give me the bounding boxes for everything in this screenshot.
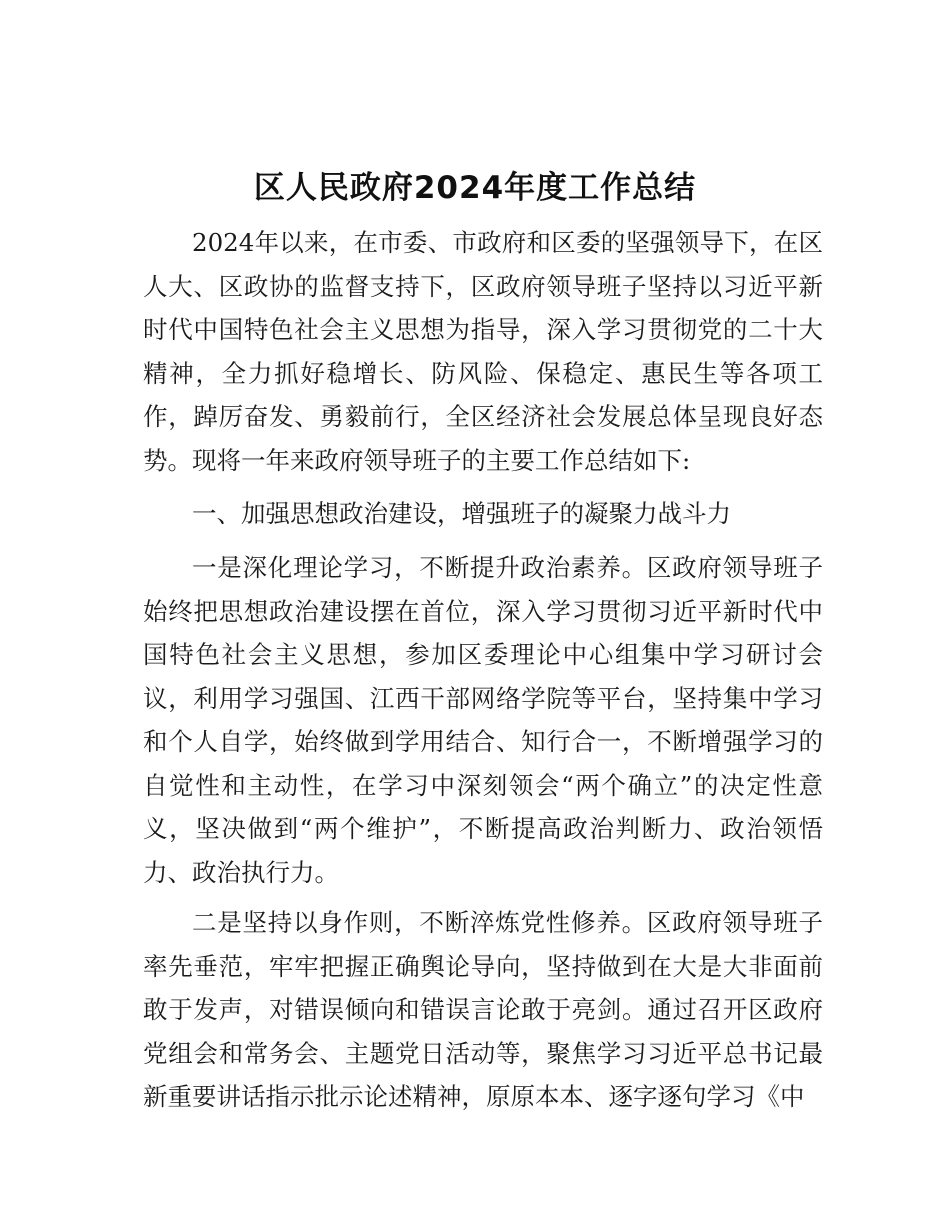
- section-heading-text: 一、加强思想政治建设，增强班子的凝聚力战斗力: [192, 499, 731, 528]
- paragraph-party-spirit: [143, 901, 823, 1119]
- paragraph-text: 一是深化理论学习，不断提升政治素养。区政府领导班子始终把思想政治建设摆在首位，深入学习贯彻习近平新时代中国特色社会主义思想，参加区委理论中心组集中学习研讨会议，利用学习强国、江西干部网络学院等平台，坚持集中学习和个人自学，始终做到学用结合、知行合一，不断增强学习的自觉性和主动性，在学习中深刻领会“两个确立”的决定性意义，坚决做到“两个维护”，不断提高政治判断力、政治领悟力、政治执行力。: [143, 553, 823, 887]
- paragraph-text: 2024年以来，在市委、市政府和区委的坚强领导下，在区人大、区政协的监督支持下，区政府领导班子坚持以习近平新时代中国特色社会主义思想为指导，深入学习贯彻党的二十大精神，全力抓好稳增长、防风险、保稳定、惠民生等各项工作，踔厉奋发、勇毅前行，全区经济社会发展总体呈现良好态势。现将一年来政府领导班子的主要工作总结如下:: [143, 228, 823, 475]
- document-title: 区人民政府2024年度工作总结: [253, 170, 697, 206]
- paragraph-text: 二是坚持以身作则，不断淬炼党性修养。区政府领导班子率先垂范，牢牢把握正确舆论导向，坚持做到在大是大非面前敢于发声，对错误倾向和错误言论敢于亮剑。通过召开区政府党组会和常务会、主题党日活动等，聚焦学习习近平总书记最新重要讲话指示批示论述精神，原原本本、逐字逐句学习《中: [143, 908, 823, 1111]
- paragraph-intro: [143, 221, 823, 482]
- section-heading: [143, 492, 823, 536]
- paragraph-theory-study: [143, 546, 823, 894]
